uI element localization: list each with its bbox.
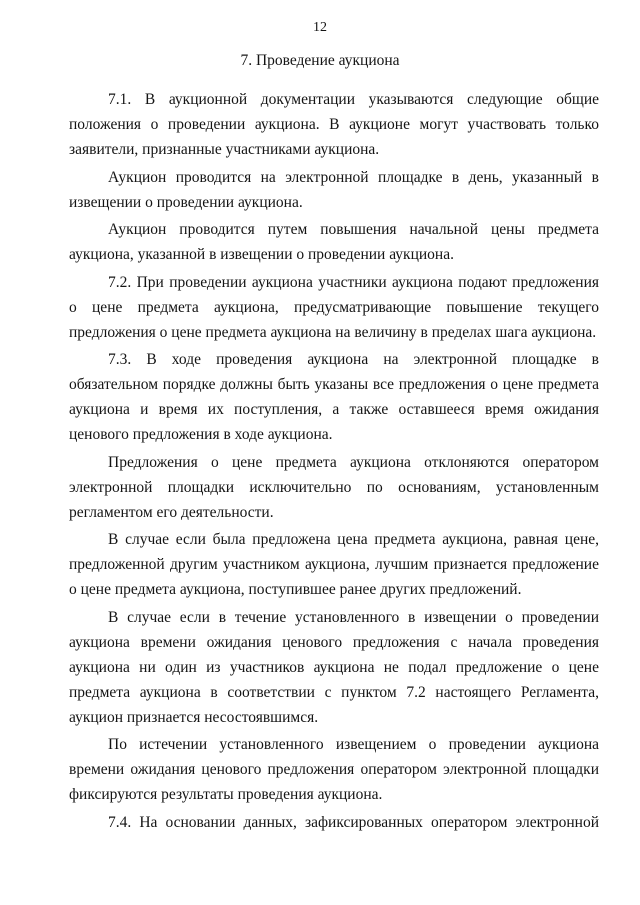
section-title: 7. Проведение аукциона — [240, 52, 400, 69]
paragraph-no-offers: В случае если в течение установленного в извещении о проведении аукциона времени ожидания ценового предложения с начала проведения аукциона ни один из участников аукциона не подал предложение о цене предмета аукциона в соответствии с пунктом 7.2 настоящего Регламента, аукцион признается несостоявшимся. — [69, 608, 599, 726]
document-body — [69, 87, 599, 835]
paragraph-7-2: 7.2. При проведении аукциона участники аукциона подают предложения о цене предмета аукциона, предусматривающие повышение текущего предложения о цене предмета аукциона на величину в пределах шага аукциона. — [69, 273, 599, 341]
paragraph-offers-rejected: Предложения о цене предмета аукциона отклоняются оператором электронной площадки исключительно по основаниям, установленным регламентом его деятельности. — [69, 453, 599, 521]
paragraph-7-4: 7.4. На основании данных, зафиксированных оператором электронной — [108, 813, 599, 831]
paragraph-results-fixed: По истечении установленного извещением о проведении аукциона времени ожидания ценового предложения оператором электронной площадки фиксируются результаты проведения аукциона. — [69, 736, 599, 803]
paragraph-7-3: 7.3. В ходе проведения аукциона на электронной площадке в обязательном порядке должны быть указаны все предложения о цене предмета аукциона и время их поступления, а также оставшееся время ожидания ценового предложения в ходе аукциона. — [69, 351, 599, 443]
paragraph-7-1: 7.1. В аукционной документации указываются следующие общие положения о проведении аукциона. В аукционе могут участвовать только заявители, признанные участниками аукциона. — [69, 91, 599, 158]
paragraph-auction-platform: Аукцион проводится на электронной площадке в день, указанный в извещении о проведении аукциона. — [69, 168, 599, 211]
paragraph-equal-price: В случае если была предложена цена предмета аукциона, равная цене, предложенной другим участником аукциона, лучшим признается предложение о цене предмета аукциона, поступившее ранее других предложений. — [69, 531, 599, 598]
page-number: 12 — [313, 20, 327, 35]
paragraph-auction-method: Аукцион проводится путем повышения начальной цены предмета аукциона, указанной в извещении о проведении аукциона. — [69, 221, 599, 263]
